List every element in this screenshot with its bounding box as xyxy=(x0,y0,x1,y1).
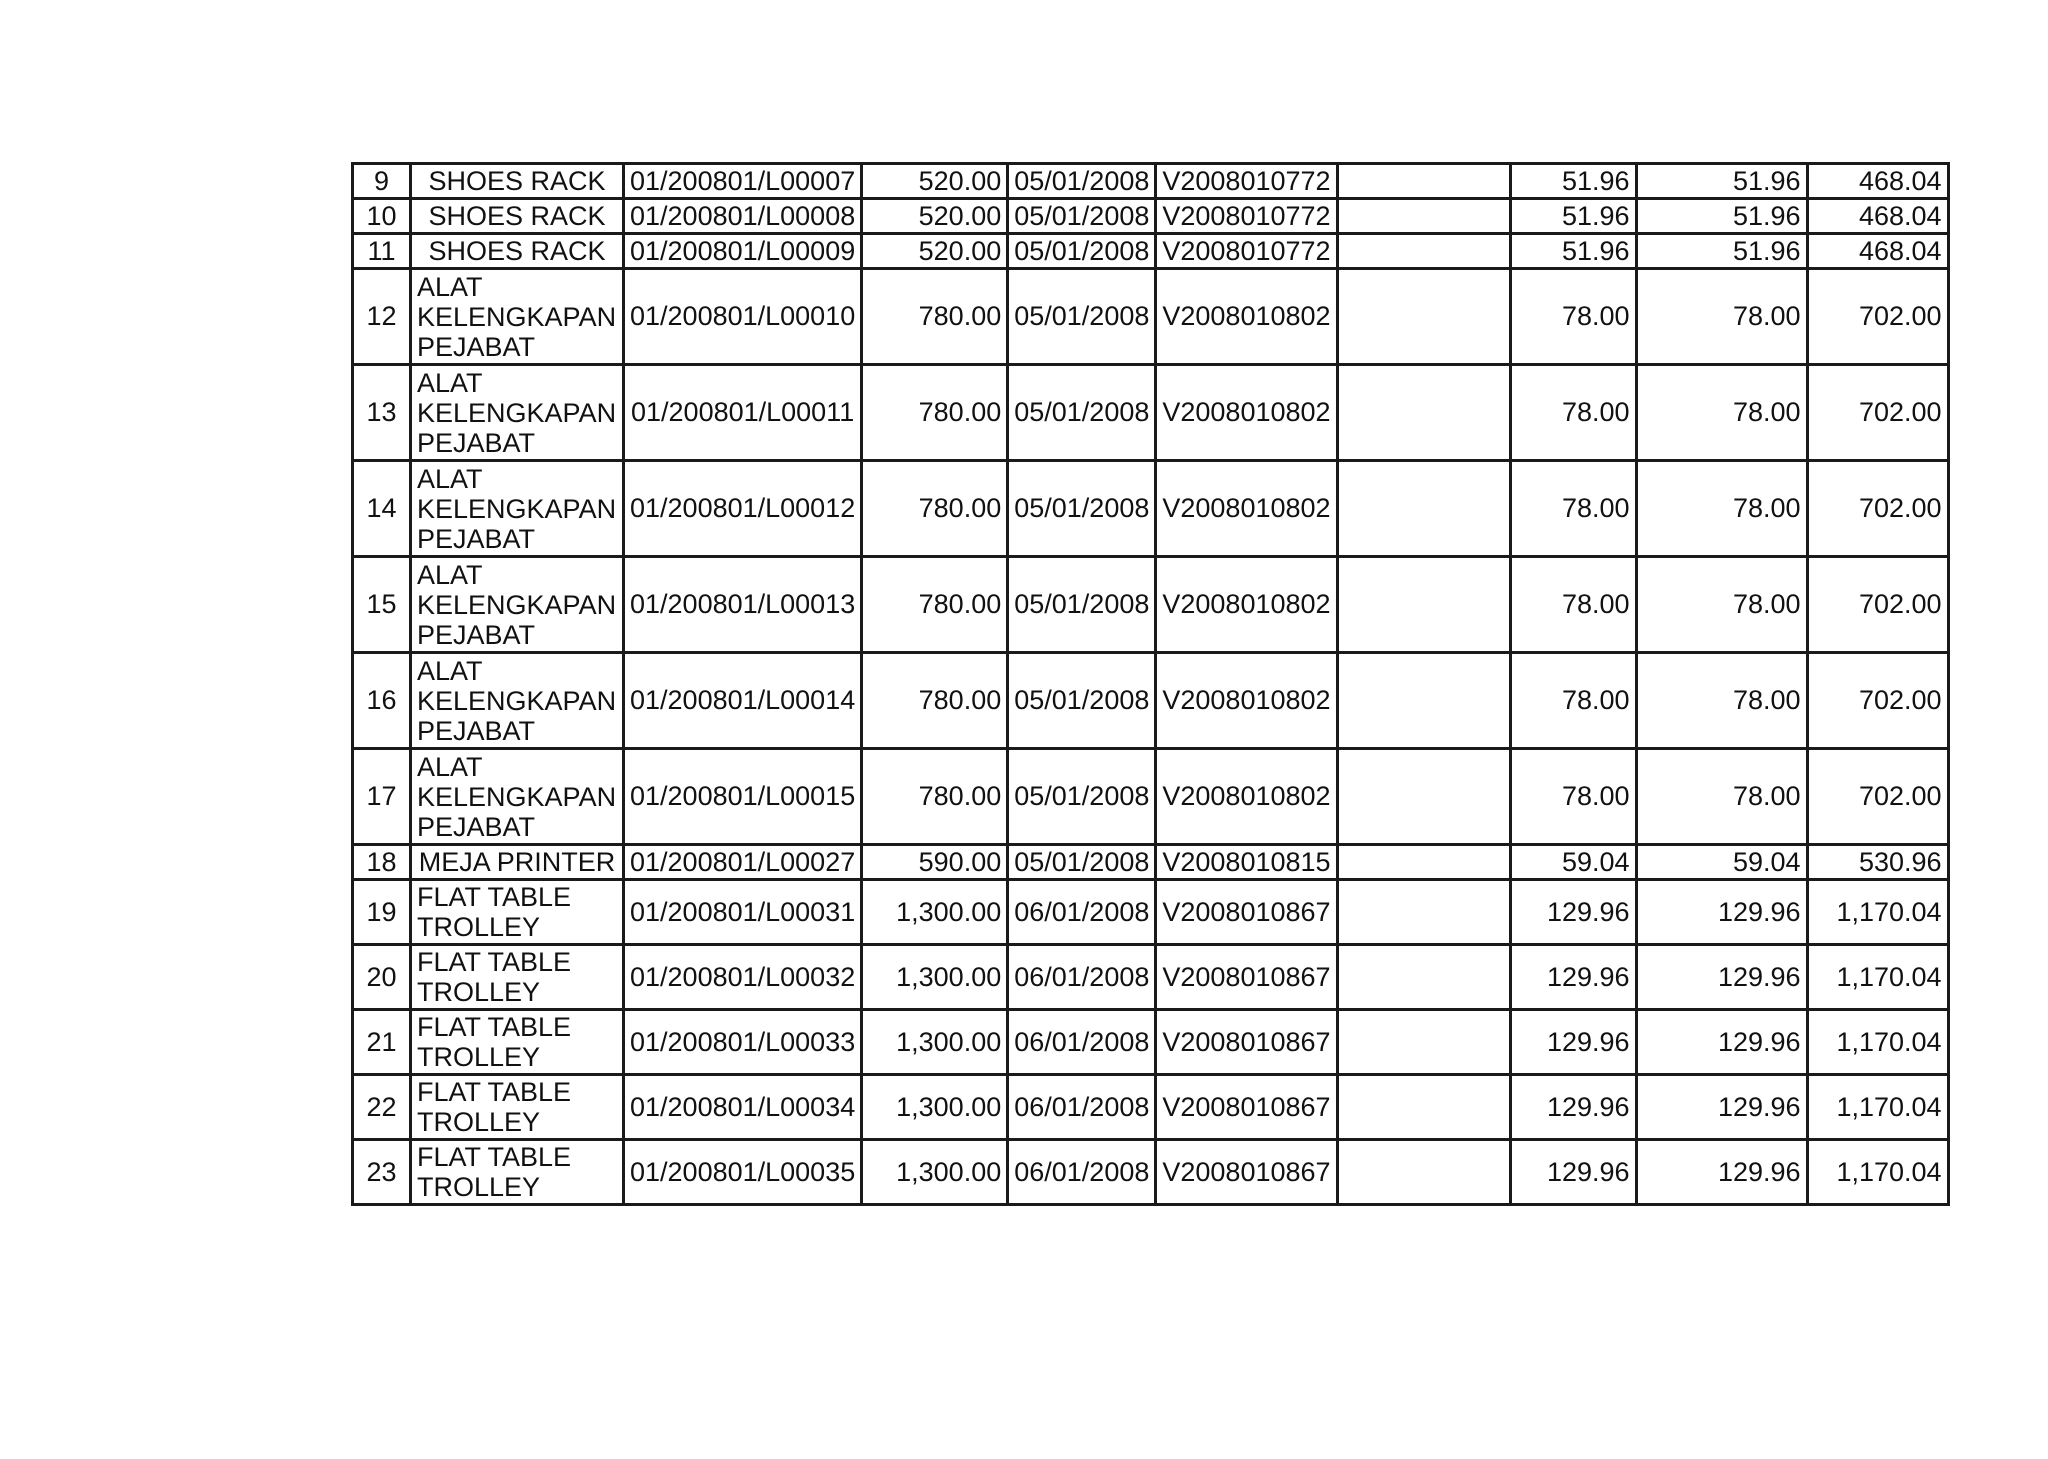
voucher-cell: V2008010802 xyxy=(1156,365,1337,461)
asset-code-cell: 01/200801/L00031 xyxy=(624,880,862,945)
asset-code-cell: 01/200801/L00011 xyxy=(624,365,862,461)
asset-code-cell: 01/200801/L00015 xyxy=(624,749,862,845)
depreciation-cell: 78.00 xyxy=(1510,557,1636,653)
description-cell: FLAT TABLE TROLLEY xyxy=(411,880,624,945)
asset-code-cell: 01/200801/L00013 xyxy=(624,557,862,653)
item-number-cell: 18 xyxy=(353,845,411,880)
blank-cell xyxy=(1337,164,1510,199)
table-row xyxy=(353,234,1949,269)
net-book-value-cell: 1,170.04 xyxy=(1807,1010,1948,1075)
cost-cell: 1,300.00 xyxy=(862,1140,1008,1205)
accumulated-depreciation-cell: 129.96 xyxy=(1636,1010,1807,1075)
blank-cell xyxy=(1337,880,1510,945)
voucher-cell: V2008010772 xyxy=(1156,234,1337,269)
depreciation-cell: 78.00 xyxy=(1510,365,1636,461)
cost-cell: 780.00 xyxy=(862,557,1008,653)
depreciation-cell: 78.00 xyxy=(1510,461,1636,557)
voucher-cell: V2008010867 xyxy=(1156,1010,1337,1075)
cost-cell: 590.00 xyxy=(862,845,1008,880)
date-cell: 05/01/2008 xyxy=(1008,164,1156,199)
net-book-value-cell: 702.00 xyxy=(1807,653,1948,749)
net-book-value-cell: 702.00 xyxy=(1807,365,1948,461)
date-cell: 06/01/2008 xyxy=(1008,880,1156,945)
accumulated-depreciation-cell: 129.96 xyxy=(1636,880,1807,945)
blank-cell xyxy=(1337,557,1510,653)
item-number-cell: 15 xyxy=(353,557,411,653)
cost-cell: 780.00 xyxy=(862,653,1008,749)
item-number-cell: 22 xyxy=(353,1075,411,1140)
description-cell: FLAT TABLE TROLLEY xyxy=(411,1140,624,1205)
blank-cell xyxy=(1337,845,1510,880)
depreciation-cell: 51.96 xyxy=(1510,234,1636,269)
voucher-cell: V2008010772 xyxy=(1156,164,1337,199)
item-number-cell: 11 xyxy=(353,234,411,269)
blank-cell xyxy=(1337,653,1510,749)
table-row xyxy=(353,749,1949,845)
cost-cell: 780.00 xyxy=(862,269,1008,365)
net-book-value-cell: 530.96 xyxy=(1807,845,1948,880)
description-cell: ALAT KELENGKAPAN PEJABAT xyxy=(411,653,624,749)
blank-cell xyxy=(1337,199,1510,234)
cost-cell: 780.00 xyxy=(862,749,1008,845)
cost-cell: 780.00 xyxy=(862,365,1008,461)
net-book-value-cell: 702.00 xyxy=(1807,269,1948,365)
accumulated-depreciation-cell: 59.04 xyxy=(1636,845,1807,880)
net-book-value-cell: 468.04 xyxy=(1807,164,1948,199)
item-number-cell: 19 xyxy=(353,880,411,945)
accumulated-depreciation-cell: 78.00 xyxy=(1636,461,1807,557)
description-cell: ALAT KELENGKAPAN PEJABAT xyxy=(411,365,624,461)
date-cell: 05/01/2008 xyxy=(1008,557,1156,653)
item-number-cell: 20 xyxy=(353,945,411,1010)
item-number-cell: 14 xyxy=(353,461,411,557)
accumulated-depreciation-cell: 129.96 xyxy=(1636,1140,1807,1205)
asset-code-cell: 01/200801/L00033 xyxy=(624,1010,862,1075)
description-cell: ALAT KELENGKAPAN PEJABAT xyxy=(411,749,624,845)
depreciation-cell: 78.00 xyxy=(1510,749,1636,845)
table-row xyxy=(353,845,1949,880)
accumulated-depreciation-cell: 129.96 xyxy=(1636,1075,1807,1140)
blank-cell xyxy=(1337,945,1510,1010)
item-number-cell: 21 xyxy=(353,1010,411,1075)
net-book-value-cell: 702.00 xyxy=(1807,557,1948,653)
voucher-cell: V2008010802 xyxy=(1156,557,1337,653)
table-row xyxy=(353,1075,1949,1140)
voucher-cell: V2008010802 xyxy=(1156,749,1337,845)
description-cell: SHOES RACK xyxy=(411,164,624,199)
blank-cell xyxy=(1337,365,1510,461)
voucher-cell: V2008010802 xyxy=(1156,269,1337,365)
description-cell: ALAT KELENGKAPAN PEJABAT xyxy=(411,269,624,365)
table-row xyxy=(353,461,1949,557)
item-number-cell: 13 xyxy=(353,365,411,461)
description-cell: FLAT TABLE TROLLEY xyxy=(411,1010,624,1075)
item-number-cell: 9 xyxy=(353,164,411,199)
voucher-cell: V2008010867 xyxy=(1156,1140,1337,1205)
accumulated-depreciation-cell: 51.96 xyxy=(1636,199,1807,234)
date-cell: 06/01/2008 xyxy=(1008,1140,1156,1205)
accumulated-depreciation-cell: 78.00 xyxy=(1636,557,1807,653)
net-book-value-cell: 468.04 xyxy=(1807,234,1948,269)
blank-cell xyxy=(1337,1010,1510,1075)
date-cell: 05/01/2008 xyxy=(1008,845,1156,880)
net-book-value-cell: 468.04 xyxy=(1807,199,1948,234)
blank-cell xyxy=(1337,1140,1510,1205)
voucher-cell: V2008010802 xyxy=(1156,461,1337,557)
cost-cell: 520.00 xyxy=(862,164,1008,199)
net-book-value-cell: 1,170.04 xyxy=(1807,880,1948,945)
voucher-cell: V2008010815 xyxy=(1156,845,1337,880)
depreciation-cell: 51.96 xyxy=(1510,199,1636,234)
description-cell: ALAT KELENGKAPAN PEJABAT xyxy=(411,461,624,557)
date-cell: 05/01/2008 xyxy=(1008,234,1156,269)
item-number-cell: 23 xyxy=(353,1140,411,1205)
accumulated-depreciation-cell: 51.96 xyxy=(1636,164,1807,199)
depreciation-cell: 51.96 xyxy=(1510,164,1636,199)
date-cell: 05/01/2008 xyxy=(1008,749,1156,845)
depreciation-cell: 78.00 xyxy=(1510,269,1636,365)
net-book-value-cell: 1,170.04 xyxy=(1807,945,1948,1010)
date-cell: 06/01/2008 xyxy=(1008,1010,1156,1075)
date-cell: 05/01/2008 xyxy=(1008,199,1156,234)
date-cell: 05/01/2008 xyxy=(1008,269,1156,365)
net-book-value-cell: 702.00 xyxy=(1807,749,1948,845)
asset-code-cell: 01/200801/L00035 xyxy=(624,1140,862,1205)
table-row xyxy=(353,557,1949,653)
table-row xyxy=(353,653,1949,749)
table-row xyxy=(353,945,1949,1010)
cost-cell: 1,300.00 xyxy=(862,945,1008,1010)
depreciation-cell: 129.96 xyxy=(1510,880,1636,945)
voucher-cell: V2008010867 xyxy=(1156,880,1337,945)
cost-cell: 520.00 xyxy=(862,234,1008,269)
voucher-cell: V2008010802 xyxy=(1156,653,1337,749)
depreciation-cell: 78.00 xyxy=(1510,653,1636,749)
accumulated-depreciation-cell: 78.00 xyxy=(1636,749,1807,845)
description-cell: SHOES RACK xyxy=(411,199,624,234)
asset-code-cell: 01/200801/L00010 xyxy=(624,269,862,365)
item-number-cell: 10 xyxy=(353,199,411,234)
asset-code-cell: 01/200801/L00034 xyxy=(624,1075,862,1140)
date-cell: 06/01/2008 xyxy=(1008,945,1156,1010)
blank-cell xyxy=(1337,1075,1510,1140)
blank-cell xyxy=(1337,749,1510,845)
accumulated-depreciation-cell: 78.00 xyxy=(1636,269,1807,365)
date-cell: 05/01/2008 xyxy=(1008,365,1156,461)
asset-code-cell: 01/200801/L00012 xyxy=(624,461,862,557)
voucher-cell: V2008010772 xyxy=(1156,199,1337,234)
depreciation-cell: 129.96 xyxy=(1510,1140,1636,1205)
asset-code-cell: 01/200801/L00027 xyxy=(624,845,862,880)
asset-code-cell: 01/200801/L00008 xyxy=(624,199,862,234)
accumulated-depreciation-cell: 129.96 xyxy=(1636,945,1807,1010)
depreciation-cell: 129.96 xyxy=(1510,1010,1636,1075)
asset-table-body xyxy=(353,164,1949,1205)
accumulated-depreciation-cell: 78.00 xyxy=(1636,653,1807,749)
table-row xyxy=(353,164,1949,199)
asset-code-cell: 01/200801/L00032 xyxy=(624,945,862,1010)
accumulated-depreciation-cell: 78.00 xyxy=(1636,365,1807,461)
net-book-value-cell: 1,170.04 xyxy=(1807,1075,1948,1140)
table-row xyxy=(353,1010,1949,1075)
cost-cell: 520.00 xyxy=(862,199,1008,234)
table-row xyxy=(353,880,1949,945)
table-row xyxy=(353,269,1949,365)
item-number-cell: 12 xyxy=(353,269,411,365)
description-cell: ALAT KELENGKAPAN PEJABAT xyxy=(411,557,624,653)
description-cell: FLAT TABLE TROLLEY xyxy=(411,1075,624,1140)
blank-cell xyxy=(1337,234,1510,269)
cost-cell: 780.00 xyxy=(862,461,1008,557)
asset-register-table xyxy=(351,162,1950,1206)
asset-code-cell: 01/200801/L00009 xyxy=(624,234,862,269)
table-row xyxy=(353,199,1949,234)
asset-code-cell: 01/200801/L00014 xyxy=(624,653,862,749)
depreciation-cell: 129.96 xyxy=(1510,945,1636,1010)
date-cell: 05/01/2008 xyxy=(1008,461,1156,557)
voucher-cell: V2008010867 xyxy=(1156,945,1337,1010)
item-number-cell: 16 xyxy=(353,653,411,749)
cost-cell: 1,300.00 xyxy=(862,1075,1008,1140)
net-book-value-cell: 1,170.04 xyxy=(1807,1140,1948,1205)
date-cell: 06/01/2008 xyxy=(1008,1075,1156,1140)
voucher-cell: V2008010867 xyxy=(1156,1075,1337,1140)
accumulated-depreciation-cell: 51.96 xyxy=(1636,234,1807,269)
cost-cell: 1,300.00 xyxy=(862,1010,1008,1075)
cost-cell: 1,300.00 xyxy=(862,880,1008,945)
table-row xyxy=(353,365,1949,461)
description-cell: SHOES RACK xyxy=(411,234,624,269)
net-book-value-cell: 702.00 xyxy=(1807,461,1948,557)
depreciation-cell: 129.96 xyxy=(1510,1075,1636,1140)
asset-code-cell: 01/200801/L00007 xyxy=(624,164,862,199)
depreciation-cell: 59.04 xyxy=(1510,845,1636,880)
date-cell: 05/01/2008 xyxy=(1008,653,1156,749)
description-cell: FLAT TABLE TROLLEY xyxy=(411,945,624,1010)
blank-cell xyxy=(1337,461,1510,557)
table-row xyxy=(353,1140,1949,1205)
blank-cell xyxy=(1337,269,1510,365)
item-number-cell: 17 xyxy=(353,749,411,845)
description-cell: MEJA PRINTER xyxy=(411,845,624,880)
